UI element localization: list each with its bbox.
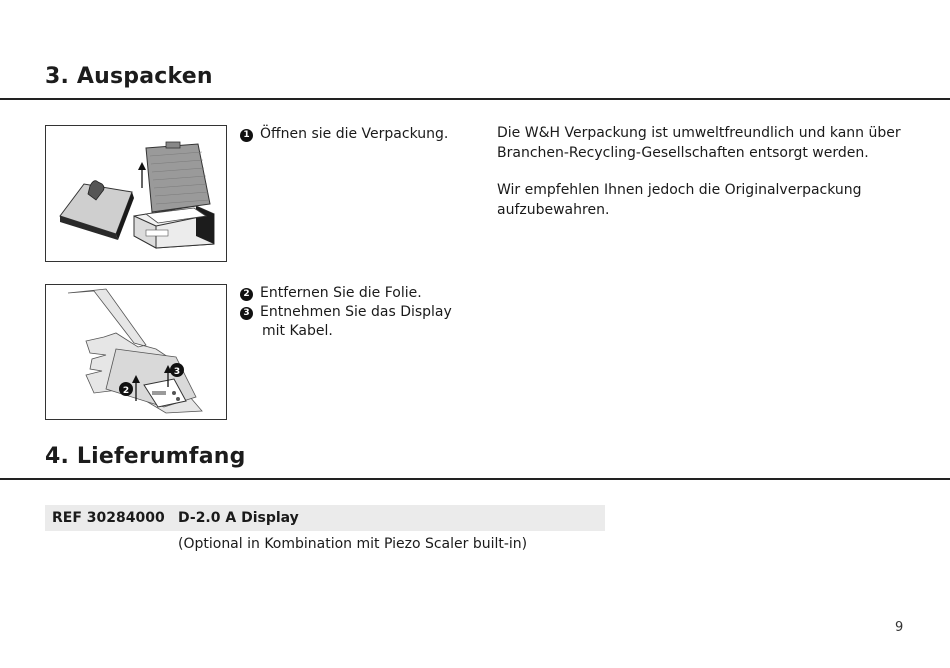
open-package-illustration	[46, 126, 226, 261]
step-2-number: 2	[240, 288, 253, 301]
figure-open-package	[45, 125, 227, 262]
step-2-text: Entfernen Sie die Folie.	[260, 285, 422, 301]
delivery-item-row	[45, 505, 605, 531]
remove-display-illustration	[46, 285, 226, 419]
recycling-note-line-2: Branchen-Recycling-Gesellschaften entsorgt werden.	[497, 145, 869, 161]
step-3-line-2: mit Kabel.	[262, 323, 333, 339]
step-1-number: 1	[240, 129, 253, 142]
product-note: (Optional in Kombination mit Piezo Scaler built-in)	[178, 536, 528, 552]
product-name: D-2.0 A Display	[178, 510, 299, 526]
section-4-title: 4. Lieferumfang	[45, 444, 246, 469]
step-3-number: 3	[240, 307, 253, 320]
figure-remove-display	[45, 284, 227, 420]
ref-number: REF 30284000	[52, 510, 165, 526]
page-number: 9	[895, 620, 904, 635]
keep-packaging-note	[497, 180, 862, 220]
keep-packaging-line-2: aufzubewahren.	[497, 202, 610, 218]
section-3-rule	[0, 98, 950, 100]
section-3-title: 3. Auspacken	[45, 64, 213, 89]
step-1-text: Öffnen sie die Verpackung.	[260, 126, 449, 142]
callout-3-label: 3	[173, 367, 181, 377]
recycling-note	[497, 123, 901, 163]
recycling-note-line-1: Die W&H Verpackung ist umweltfreundlich und kann über	[497, 125, 901, 141]
step-3	[240, 303, 452, 322]
callout-2-label: 2	[122, 386, 130, 396]
step-1	[240, 125, 448, 144]
keep-packaging-line-1: Wir empfehlen Ihnen jedoch die Originalverpackung	[497, 182, 862, 198]
section-4-rule	[0, 478, 950, 480]
step-2	[240, 284, 422, 303]
step-3-text-line-1: Entnehmen Sie das Display	[260, 304, 452, 320]
